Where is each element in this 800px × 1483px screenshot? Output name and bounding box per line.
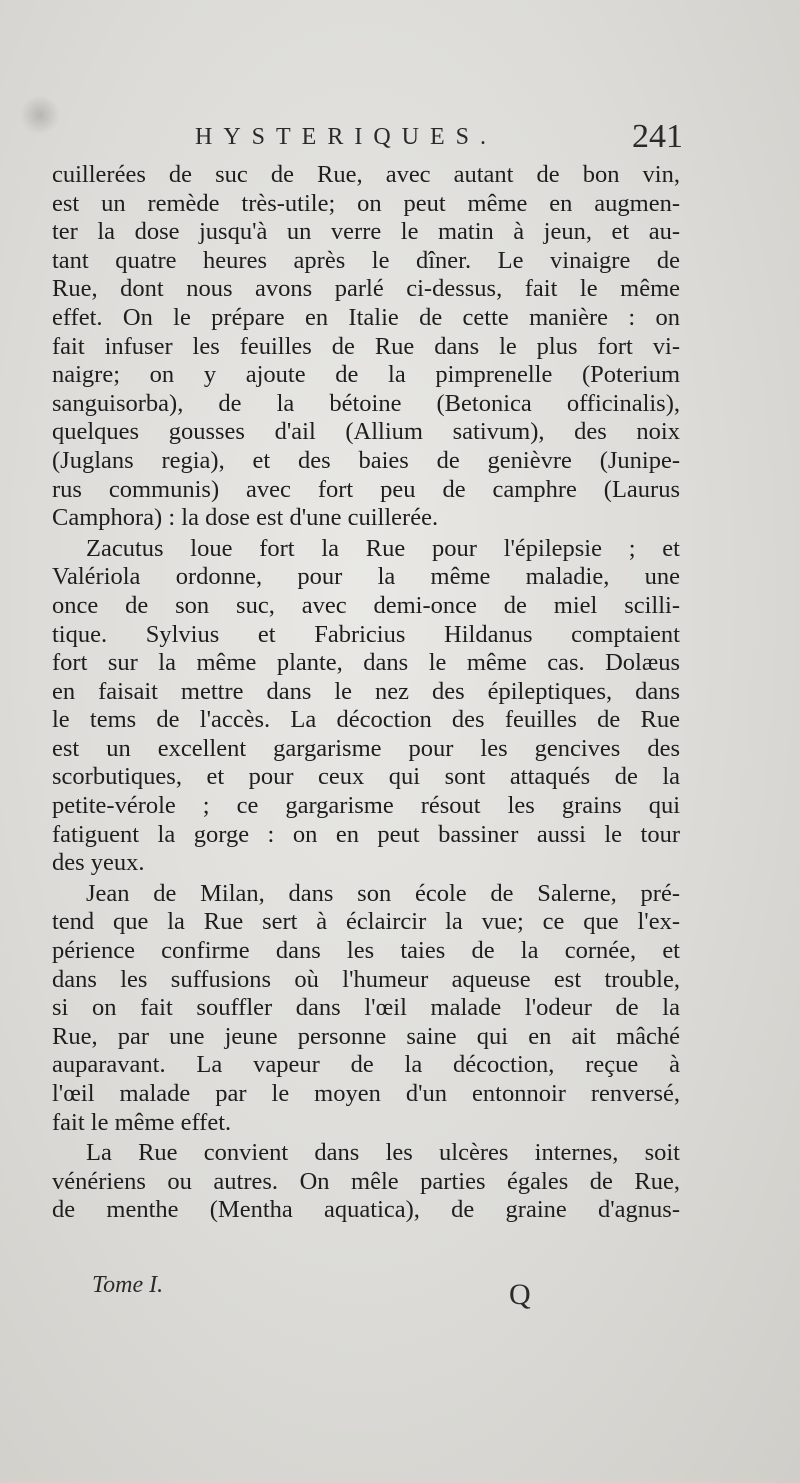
text-line: cuillerées de suc de Rue, avec autant de bon vin, — [52, 161, 680, 188]
text-line: de menthe (Mentha aquatica), de graine d'agnus- — [52, 1196, 680, 1224]
text-line: est un remède très-utile; on peut même en augmen- — [52, 189, 680, 217]
text-line: tend que la Rue sert à éclaircir la vue; ce que l'ex- — [52, 908, 680, 936]
text-line: Rue, dont nous avons parlé ci-dessus, fait le même — [52, 275, 680, 303]
text-line: quelques gousses d'ail (Allium sativum), des noix — [52, 418, 680, 446]
page-header — [195, 118, 695, 158]
text-line: (Juglans regia), et des baies de genièvre (Junipe- — [52, 446, 680, 474]
text-line: des yeux. — [52, 849, 145, 877]
text-line: La Rue convient dans les ulcères internes, soit — [86, 1139, 680, 1167]
text-line: once de son suc, avec demi-once de miel scilli- — [52, 591, 680, 619]
paragraph — [52, 161, 680, 533]
ink-smudge — [20, 95, 60, 135]
text-line: Zacutus loue fort la Rue pour l'épilepsie ; et — [86, 534, 680, 562]
text-line: effet. On le prépare en Italie de cette manière : on — [52, 303, 680, 331]
text-line: fait le même effet. — [52, 1108, 232, 1136]
text-line: le tems de l'accès. La décoction des feuilles de Rue — [52, 706, 680, 734]
signature-mark: Q — [509, 1278, 531, 1311]
text-line: auparavant. La vapeur de la décoction, reçue à — [52, 1051, 680, 1079]
text-line: si on fait souffler dans l'œil malade l'odeur de la — [52, 994, 680, 1022]
running-head: HYSTERIQUES. — [195, 124, 498, 150]
text-line: périence confirme dans les taies de la cornée, et — [52, 937, 680, 965]
page-number: 241 — [632, 118, 683, 155]
text-line: vénériens ou autres. On mêle parties égales de Rue, — [52, 1167, 680, 1195]
text-line: est un excellent gargarisme pour les gencives des — [52, 734, 680, 762]
text-line: Jean de Milan, dans son école de Salerne, pré- — [86, 879, 680, 907]
text-line: ter la dose jusqu'à un verre le matin à jeun, et au- — [52, 218, 680, 246]
volume-label: Tome I. — [92, 1272, 164, 1298]
body-text — [52, 161, 680, 1225]
text-line: l'œil malade par le moyen d'un entonnoir renversé, — [52, 1080, 680, 1107]
text-line: en faisait mettre dans le nez des épileptiques, dans — [52, 677, 680, 705]
text-line: rus communis) avec fort peu de camphre (Laurus — [52, 475, 680, 503]
paragraph — [52, 1139, 680, 1225]
text-line: Valériola ordonne, pour la même maladie, une — [52, 563, 680, 591]
paragraph — [52, 880, 680, 1137]
paragraph — [52, 535, 680, 878]
text-line: dans les suffusions où l'humeur aqueuse est trouble, — [52, 965, 680, 993]
text-line: fatiguent la gorge : on en peut bassiner aussi le tour — [52, 820, 680, 848]
text-line: sanguisorba), de la bétoine (Betonica officinalis), — [52, 389, 680, 417]
text-line: Camphora) : la dose est d'une cuillerée. — [52, 504, 439, 532]
text-line: tique. Sylvius et Fabricius Hildanus comptaient — [52, 620, 680, 648]
text-line: scorbutiques, et pour ceux qui sont attaqués de la — [52, 763, 680, 791]
text-line: Rue, par une jeune personne saine qui en ait mâché — [52, 1022, 680, 1050]
page-footer — [92, 1272, 552, 1312]
text-line: fait infuser les feuilles de Rue dans le plus fort vi- — [52, 332, 680, 360]
text-line: naigre; on y ajoute de la pimprenelle (Poterium — [52, 361, 680, 389]
text-line: petite-vérole ; ce gargarisme résout les grains qui — [52, 792, 680, 820]
text-line: tant quatre heures après le dîner. Le vinaigre de — [52, 246, 680, 274]
text-line: fort sur la même plante, dans le même cas. Dolæus — [52, 649, 680, 677]
